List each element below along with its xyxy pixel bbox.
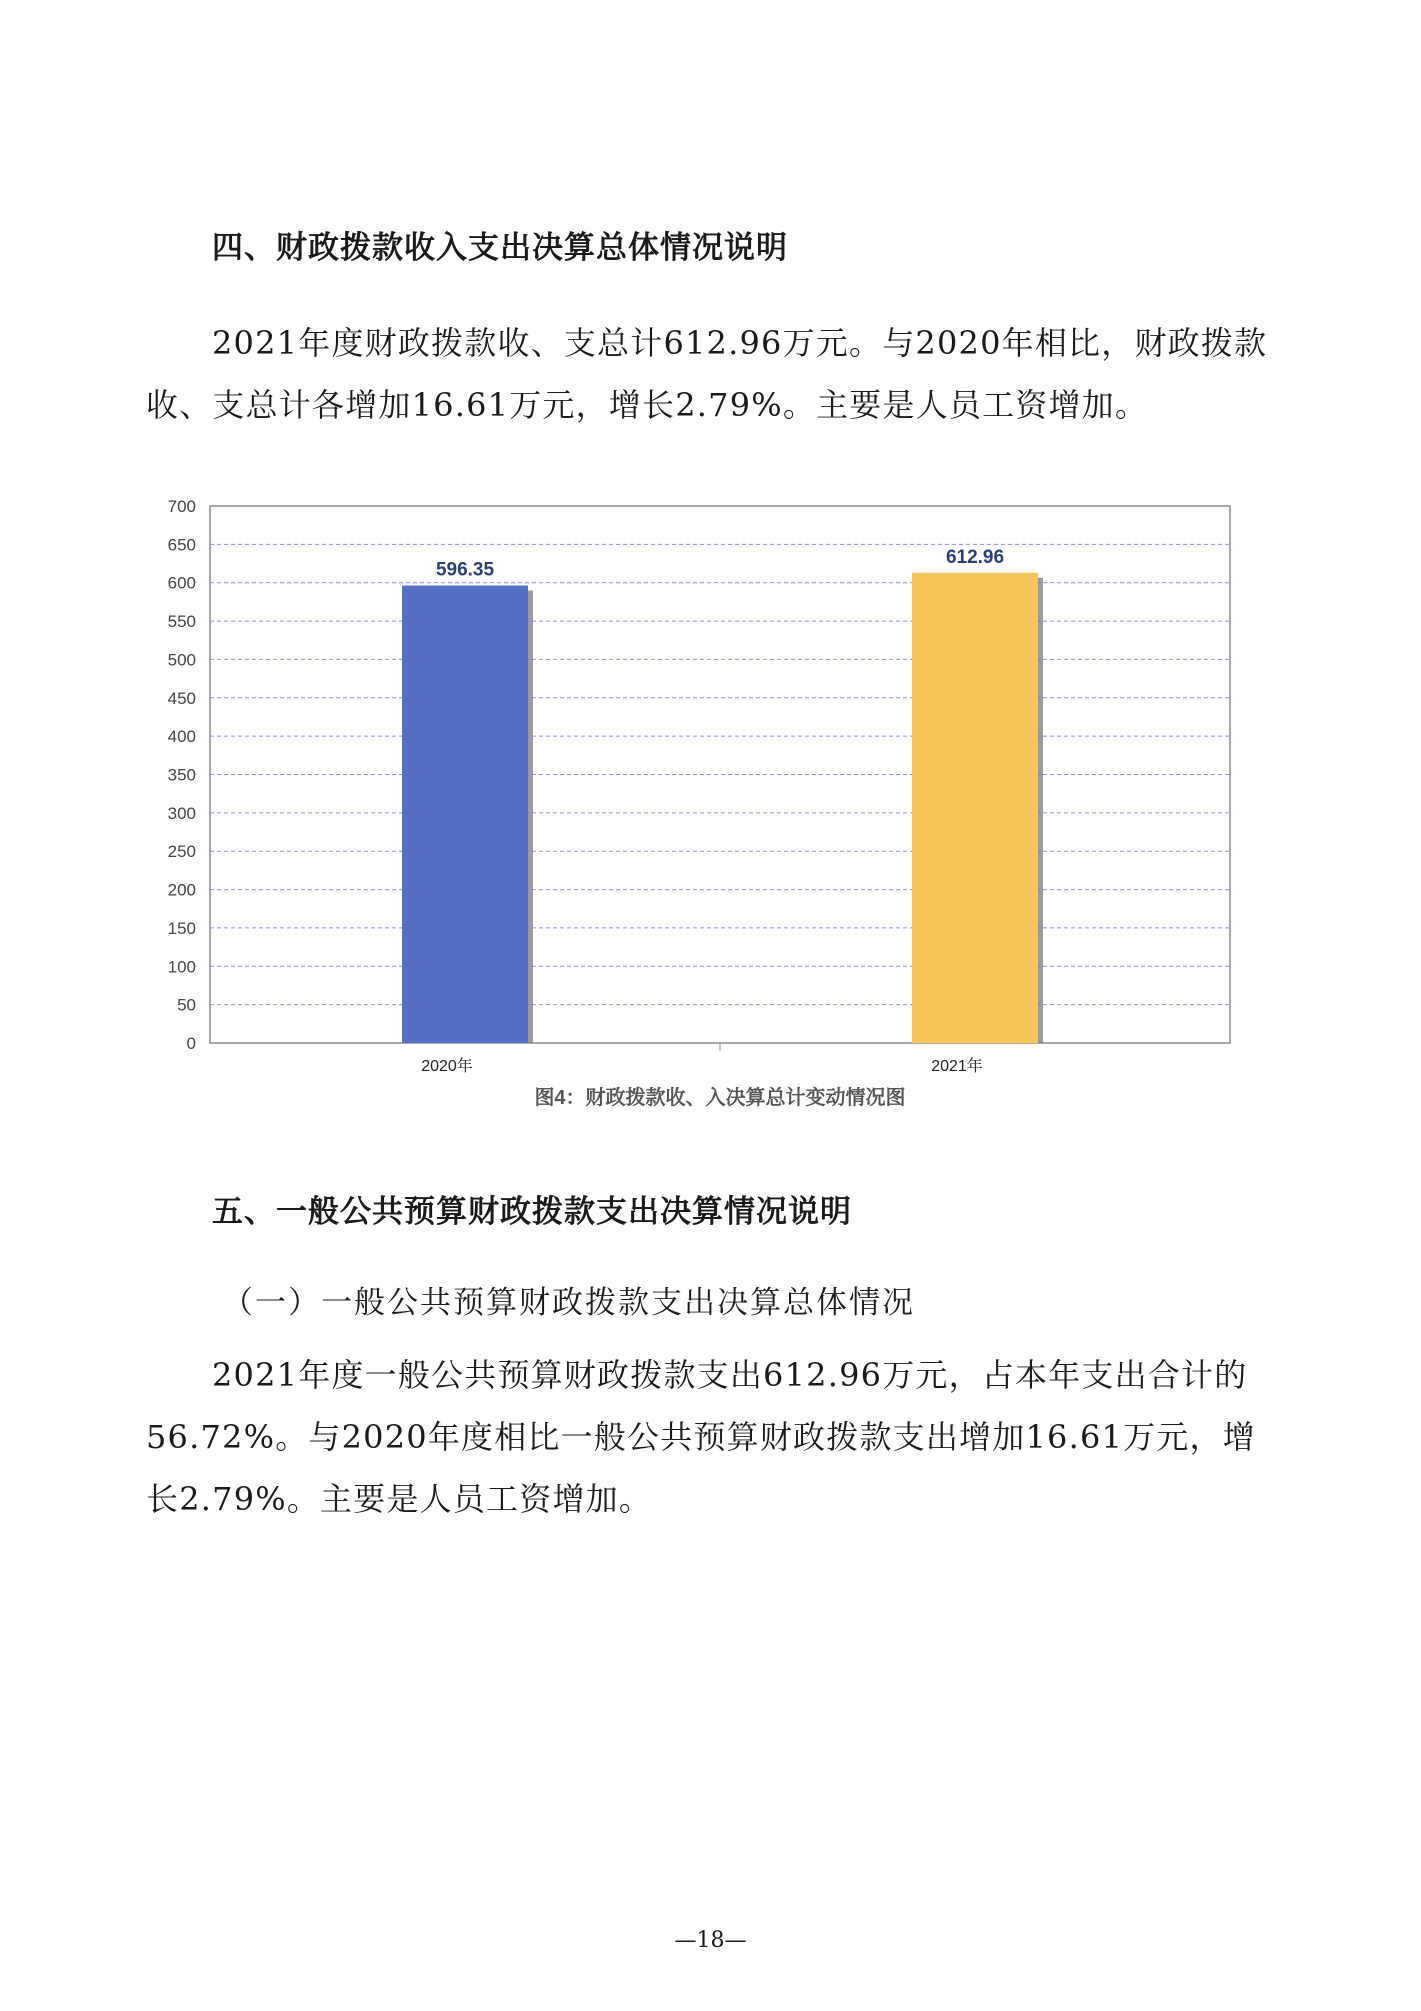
bar [912, 573, 1038, 1043]
bar-value-label: 596.35 [435, 559, 495, 581]
x-axis-ticks [421, 1043, 983, 1075]
y-tick-label: 250 [167, 842, 196, 862]
section5-heading: 五、一般公共预算财政拨款支出决算情况说明 [212, 1194, 852, 1230]
y-tick-label: 650 [167, 535, 196, 555]
section4-heading: 四、财政拨款收入支出决算总体情况说明 [212, 230, 788, 266]
y-tick-label: 300 [167, 803, 196, 823]
y-tick-label: 350 [167, 765, 196, 785]
y-tick-label: 150 [167, 918, 196, 938]
y-tick-label: 550 [167, 612, 196, 632]
y-tick-label: 700 [167, 497, 196, 516]
y-tick-label: 500 [167, 650, 196, 670]
bar [402, 586, 528, 1043]
bar-value-label: 612.96 [945, 546, 1005, 568]
plot-area [210, 506, 1230, 1043]
chart-title: 图4：财政拨款收、入决算总计变动情况图 [534, 1087, 906, 1109]
x-tick-label: 2020年 [421, 1058, 473, 1075]
x-tick-label: 2021年 [931, 1058, 983, 1075]
y-tick-label: 0 [186, 1034, 196, 1053]
section4-paragraph: 2021年度财政拨款收、支总计612.96万元。与2020年相比，财政拨款收、支总计各增加16.61万元，增长2.79%。主要是人员工资增加。 [146, 324, 1268, 424]
y-tick-label: 450 [167, 688, 196, 708]
fiscal-appropriation-bar-chart [150, 493, 1275, 1123]
section5-subheading: （一）一般公共预算财政拨款支出决算总体情况 [222, 1285, 915, 1321]
section5-paragraph: 2021年度一般公共预算财政拨款支出612.96万元，占本年支出合计的56.72%。与2020年度相比一般公共预算财政拨款支出增加16.61万元，增长2.79%。主要是人员工资增加。 [146, 1356, 1256, 1518]
y-tick-label: 100 [167, 957, 196, 977]
y-tick-label: 50 [177, 995, 196, 1015]
y-axis-ticks [168, 497, 196, 1053]
y-tick-label: 200 [167, 880, 196, 900]
y-tick-label: 400 [167, 727, 196, 747]
y-tick-label: 600 [167, 573, 196, 593]
page-number: —18— [674, 1928, 747, 1953]
